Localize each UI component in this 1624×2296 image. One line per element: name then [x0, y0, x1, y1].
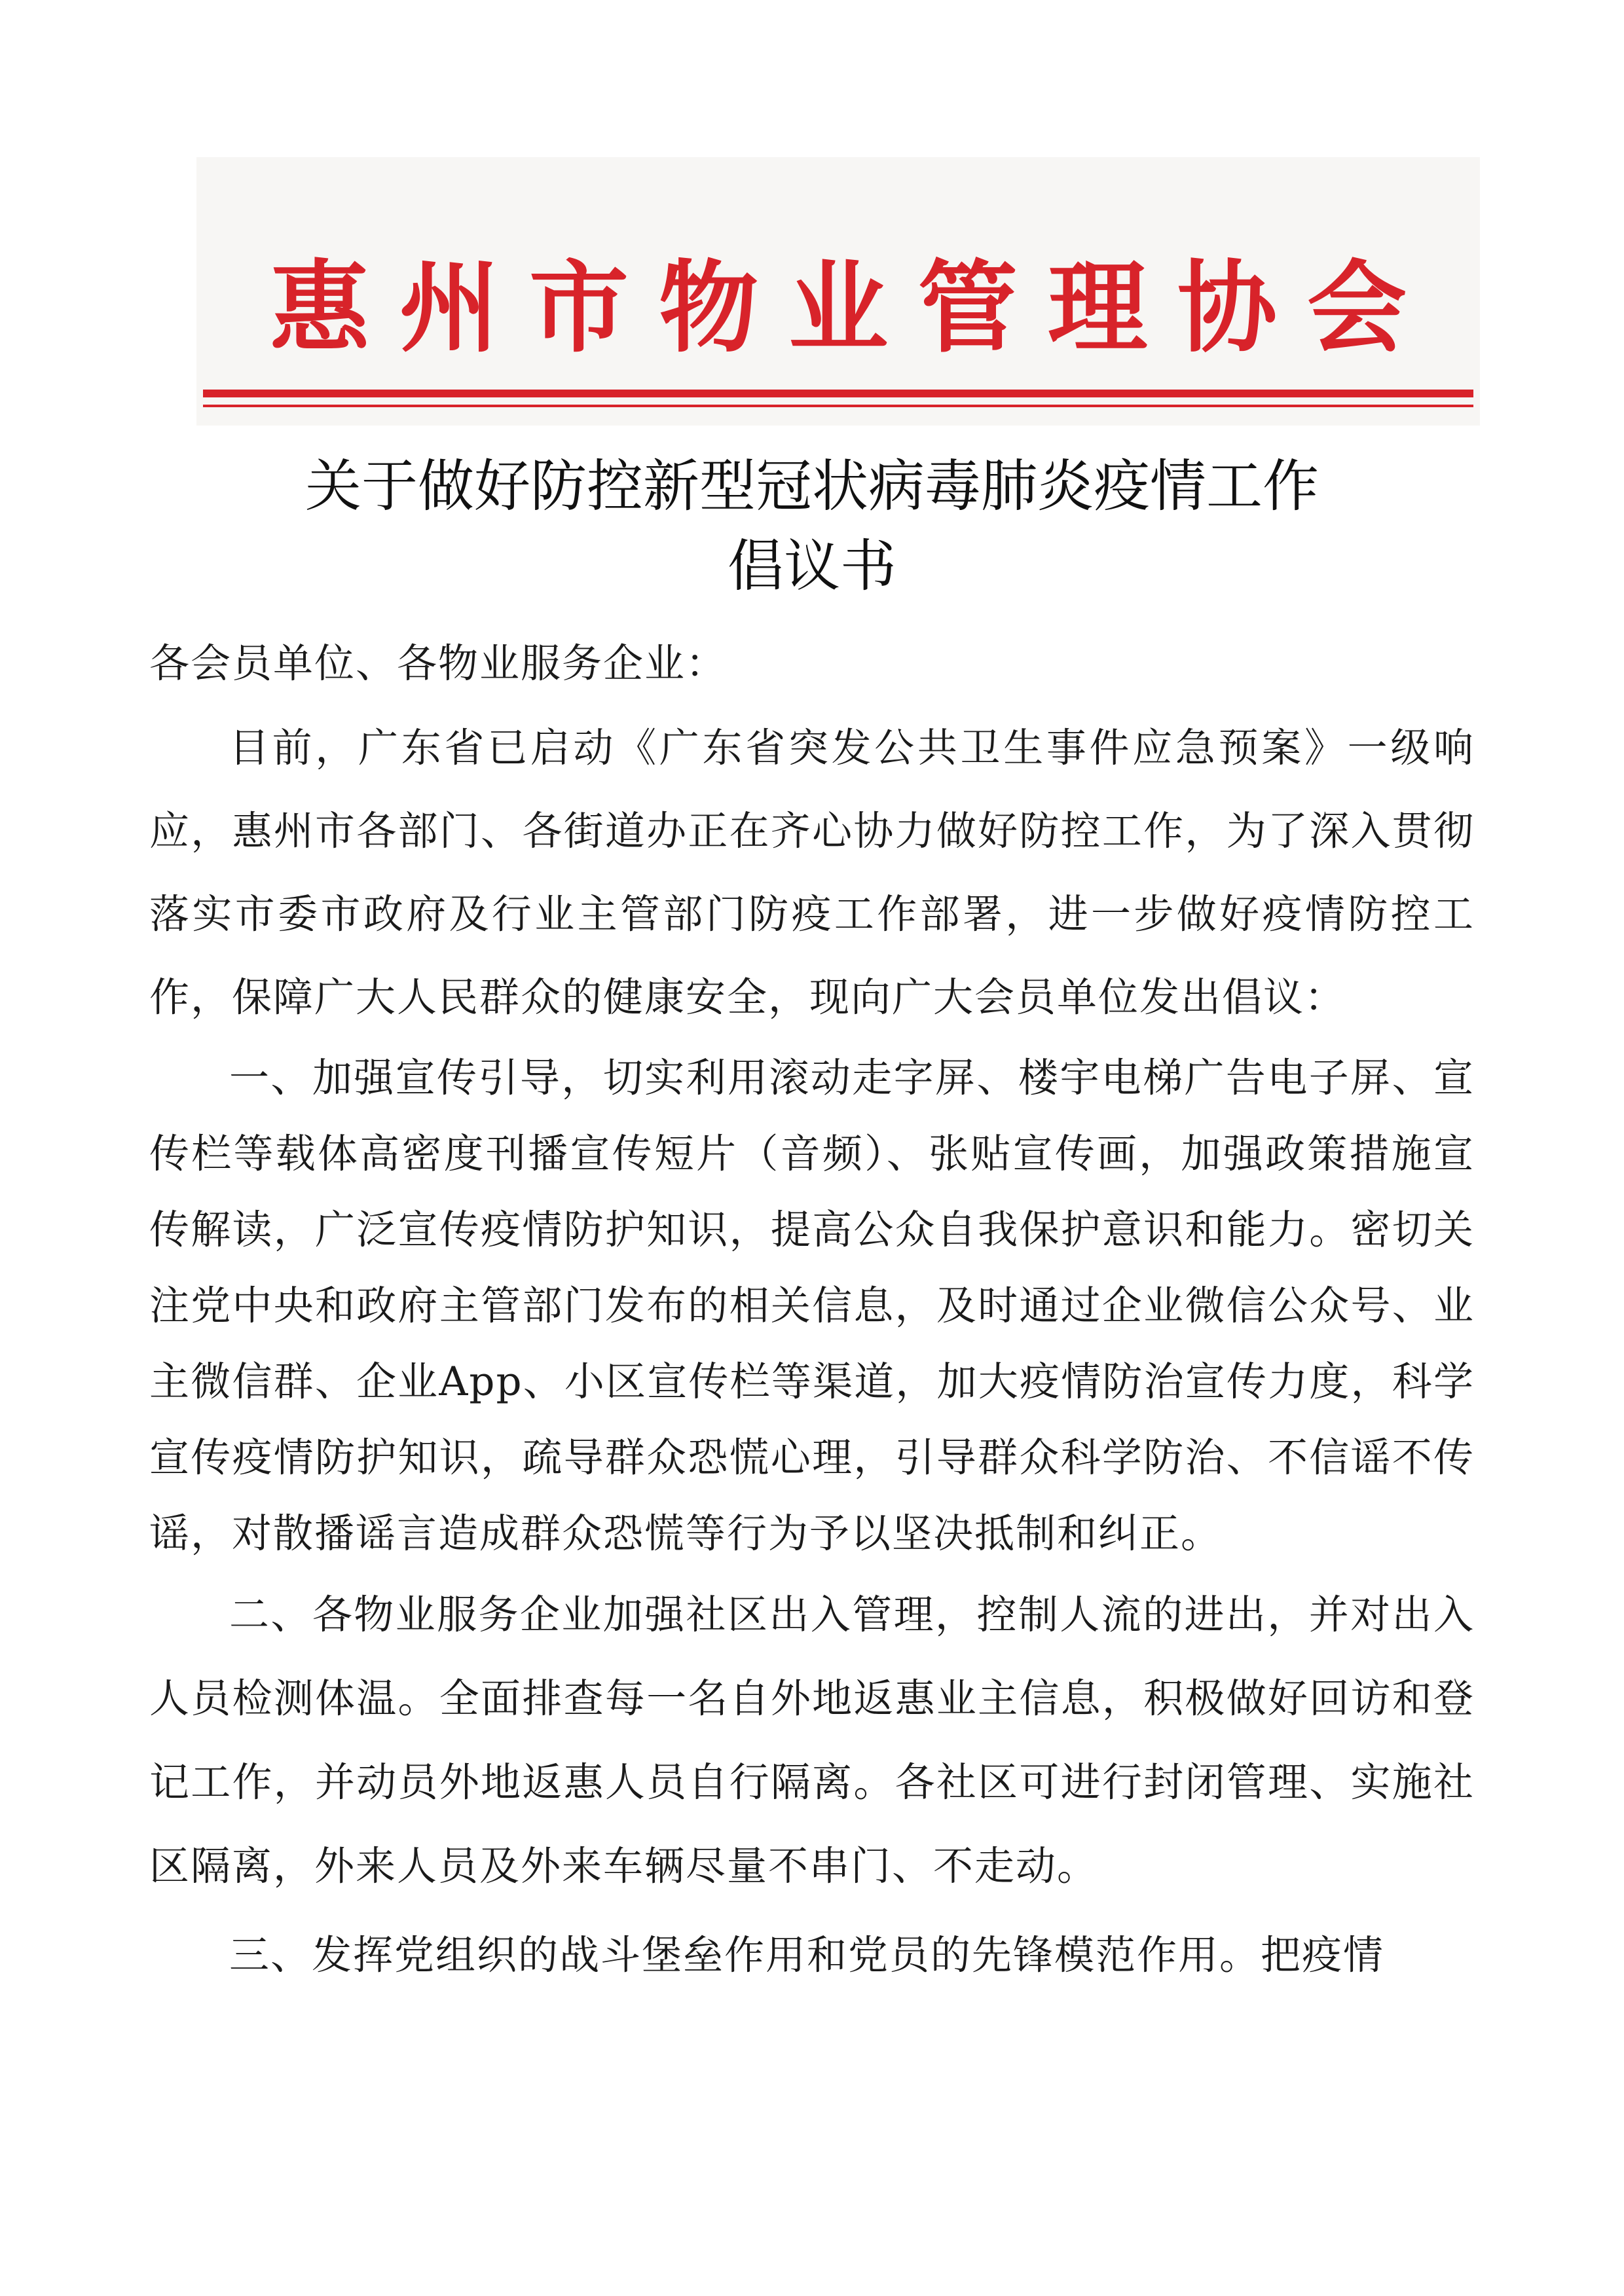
document-title-line2: 倡议书 [728, 534, 896, 599]
paragraph-item-3: 三、发挥党组织的战斗堡垒作用和党员的先锋模范作用。把疫情 [229, 1932, 1385, 1978]
paragraph-item-2: 二、各物业服务企业加强社区出入管理，控制人流的进出，并对出入人员检测体温。全面排查每一名自外地返惠业主信息，积极做好回访和登记工作，并动员外地返惠人员自行隔离。各社区可进行封闭管理、实施社区隔离，外来人员及外来车辆尽量不串门、不走动。 [149, 1592, 1475, 1889]
paragraph-item-1: 一、加强宣传引导，切实利用滚动走字屏、楼宇电梯广告电子屏、宣传栏等载体高密度刊播宣传短片（音频）、张贴宣传画，加强政策措施宣传解读，广泛宣传疫情防护知识，提高公众自我保护意识和能力。密切关注党中央和政府主管部门发布的相关信息，及时通过企业微信公众号、业主微信群、企业App、小区宣传栏等渠道，加大疫情防治宣传力度，科学宣传疫情防护知识，疏导群众恐慌心理，引导群众科学防治、不信谣不传谣，对散播谣言造成群众恐慌等行为予以坚决抵制和纠正。 [149, 1055, 1475, 1557]
letterhead-rule-thin [203, 405, 1473, 407]
paragraph-intro: 目前，广东省已启动《广东省突发公共卫生事件应急预案》一级响应，惠州市各部门、各街道办正在齐心协力做好防控工作，为了深入贯彻落实市委市政府及行业主管部门防疫工作部署，进一步做好疫情防控工作，保障广大人民群众的健康安全，现向广大会员单位发出倡议： [149, 725, 1475, 1021]
letterhead [196, 157, 1480, 426]
letterhead-rule-thick [203, 390, 1473, 397]
organization-name: 惠州市物业管理协会 [270, 250, 1437, 366]
document-body [149, 622, 1475, 1997]
salutation: 各会员单位、各物业服务企业： [149, 640, 728, 687]
document-title-line1: 关于做好防控新型冠状病毒肺炎疫情工作 [305, 454, 1319, 519]
